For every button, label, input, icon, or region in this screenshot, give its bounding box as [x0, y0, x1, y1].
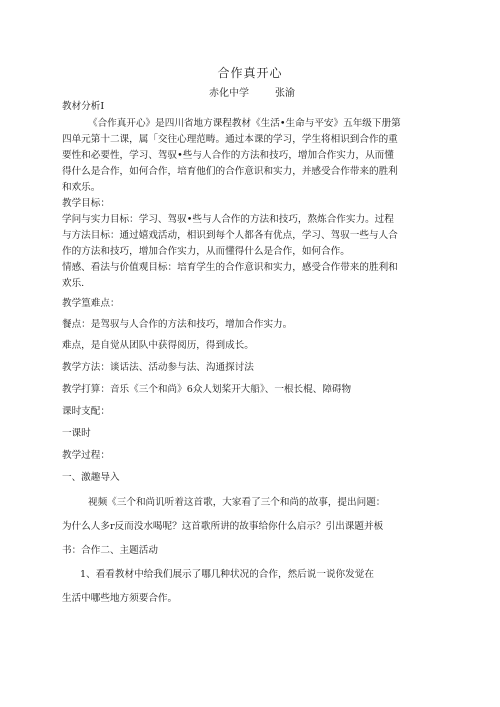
section-heading-teaching-goals: 教学目标：: [62, 198, 110, 209]
paragraph-line: 为什么人多r反而没水喝呢？这首歌所讲的故事给你什么启示？引出课题并板: [62, 521, 384, 532]
paragraph-line: 得什么是合作，如何合作，培育他们的合作意识和实力，并感受合作带来的胜利: [62, 166, 398, 177]
paragraph-line: 作的方法和技巧，增加合作实力，从而懂得什么是合作，如何合作。: [62, 246, 350, 257]
paragraph-line: 书：合作二、主题活动: [62, 545, 158, 556]
section-heading-intro: 一、激趣导入: [62, 472, 120, 483]
author-name: 张渝: [275, 88, 295, 99]
paragraph-line: 四单元第十二课，属「交往心理范畴。通过本课的学习，学生将相识到合作的重: [62, 134, 398, 145]
paragraph-line: 难点，是自觉从团队中获得阅历，得到成长。: [62, 340, 254, 351]
paragraph-line: 和欢乐。: [62, 182, 101, 193]
section-heading-key-points: 教学篁难点：: [62, 298, 120, 309]
paragraph-line: 《合作真开心》是四川省地方课程教材《生活•生命与平安》五年级下册第: [88, 118, 401, 129]
section-heading-lesson-time: 课时支配：: [62, 406, 110, 417]
paragraph-line: 1、看看教材中给我们展示了哪几种状况的合作，然后说一说你发觉在: [80, 569, 374, 580]
document-title: 合作真开心: [217, 66, 283, 80]
paragraph-line: 餐点：是驾驭与人合作的方法和技巧，增加合作实力。: [62, 319, 293, 330]
paragraph-line: 与方法目标：通过嬉戏活动，相识到每个人都各有优点，学习、驾驭一些与人合: [62, 230, 398, 241]
paragraph-line: 生活中哪些地方须要合作。: [62, 593, 178, 604]
school-name: 赤化中学: [209, 88, 249, 99]
paragraph-line: 情感、看法与价值观目标：培育学生的合作意识和实力，感受合作带来的胜利和: [62, 262, 398, 273]
paragraph-line: 教学方法：谈话法、活动参与法、沟通探讨法: [62, 362, 254, 373]
paragraph-line: 视频《三个和尚讥听着这首歌，大家看了三个和尚的故事，提出问题：: [88, 497, 386, 508]
paragraph-line: 一课时: [62, 428, 91, 439]
section-heading-material-analysis: 教材分析I: [62, 101, 105, 112]
section-heading-teaching-process: 教学过程：: [62, 450, 110, 461]
paragraph-line: 要性和必要性，学习、驾驭•些与人合作的方法和技巧，增加合作实力，从而懂: [62, 150, 394, 161]
paragraph-line: 教学打算：音乐《三个和尚》6众人划桨开大船》、一根长棍、障碍物: [62, 384, 352, 395]
paragraph-line: 欢乐.: [62, 278, 85, 289]
paragraph-line: 学问与实力目标：学习、驾驭•些与人合作的方法和技巧，熬炼合作实力。过程: [62, 214, 394, 225]
